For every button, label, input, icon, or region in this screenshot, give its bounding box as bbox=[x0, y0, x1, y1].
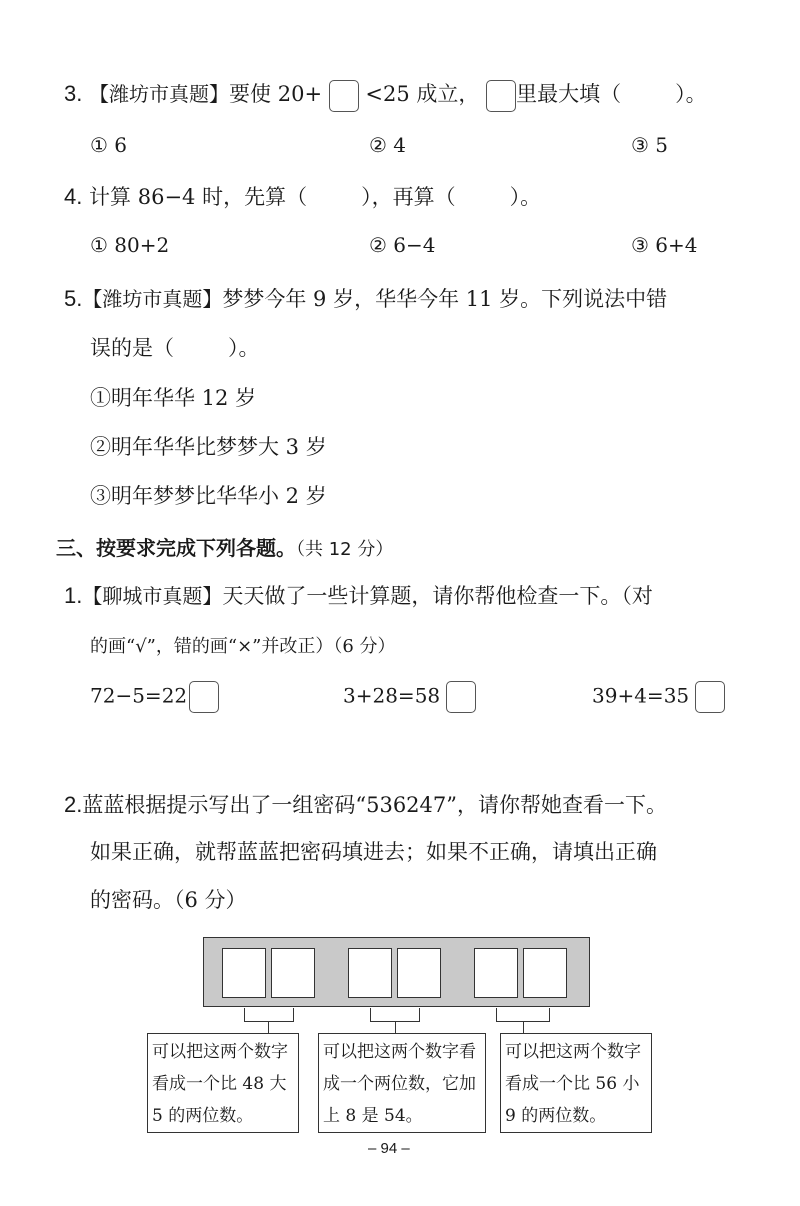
q4-option-3[interactable]: ③ 6+4 bbox=[631, 233, 698, 257]
password-digit-3[interactable] bbox=[348, 948, 392, 998]
p2-line-3: 的密码。（6 分） bbox=[90, 888, 247, 912]
p1-item-3 bbox=[592, 681, 725, 713]
q4-text-2: ），再算（ bbox=[361, 185, 456, 209]
p1-item-1 bbox=[90, 681, 219, 713]
q4-option-2[interactable]: ② 6−4 bbox=[369, 233, 436, 257]
connector-2-stem bbox=[395, 1022, 396, 1033]
q3-blank-box[interactable] bbox=[329, 80, 359, 112]
connector-1-stem bbox=[268, 1022, 269, 1033]
p2-line-1 bbox=[64, 789, 667, 819]
q5-option-2[interactable]: ②明年华华比梦梦大 3 岁 bbox=[90, 435, 327, 459]
connector-2 bbox=[370, 1008, 420, 1022]
p1-item-2-check-box[interactable] bbox=[446, 681, 476, 713]
password-digit-5[interactable] bbox=[474, 948, 518, 998]
p2-number: 2. bbox=[64, 792, 83, 817]
q5-line-1 bbox=[64, 283, 667, 313]
password-digit-6[interactable] bbox=[523, 948, 567, 998]
p1-text-1: 天天做了一些计算题，请你帮他检查一下。（对 bbox=[222, 584, 653, 608]
q5-text-2a: 误的是（ bbox=[90, 336, 174, 360]
password-digit-4[interactable] bbox=[397, 948, 441, 998]
q3-option-3[interactable]: ③ 5 bbox=[631, 133, 669, 157]
password-digit-1[interactable] bbox=[222, 948, 266, 998]
p1-line-2: 的画“√”，错的画“×”并改正）（6 分） bbox=[90, 636, 396, 657]
p1-item-3-check-box[interactable] bbox=[695, 681, 725, 713]
p1-item-2 bbox=[343, 681, 476, 713]
hint-box-2: 可以把这两个数字看成一个两位数，它加上 8 是 54。 bbox=[318, 1033, 486, 1133]
q5-source-tag: 【潍坊市真题】 bbox=[82, 287, 223, 311]
q3-text-4: ）。 bbox=[675, 82, 707, 106]
q4-text-3: ）。 bbox=[509, 185, 542, 209]
q4-text-1: 计算 86−4 时，先算（ bbox=[89, 185, 308, 209]
q3-text-3: 里最大填（ bbox=[516, 82, 622, 106]
connector-3-stem bbox=[523, 1022, 524, 1033]
section-3-title: 三、按要求完成下列各题。 bbox=[56, 536, 296, 560]
p1-source-tag: 【聊城市真题】 bbox=[82, 584, 223, 608]
p1-item-2-text: 3+28=58 bbox=[343, 683, 441, 708]
q3-blank-box-2[interactable] bbox=[486, 80, 516, 112]
q3-line bbox=[64, 78, 707, 112]
q5-number: 5. bbox=[64, 286, 83, 311]
q5-text-1: 梦梦今年 9 岁，华华今年 11 岁。下列说法中错 bbox=[222, 287, 668, 311]
p2-line-2: 如果正确，就帮蓝蓝把密码填进去；如果不正确，请填出正确 bbox=[90, 840, 657, 864]
q5-option-1[interactable]: ①明年华华 12 岁 bbox=[90, 386, 257, 410]
password-digit-2[interactable] bbox=[271, 948, 315, 998]
q3-text-2: <25 成立， bbox=[365, 82, 480, 106]
q3-option-1[interactable]: ① 6 bbox=[90, 133, 128, 157]
q3-source-tag: 【潍坊市真题】 bbox=[89, 82, 230, 106]
section-3-heading bbox=[56, 532, 393, 561]
q4-option-1[interactable]: ① 80+2 bbox=[90, 233, 170, 257]
p2-text-1: 蓝蓝根据提示写出了一组密码“536247”，请你帮她查看一下。 bbox=[82, 793, 667, 817]
q5-line-2 bbox=[90, 332, 260, 362]
p1-item-1-check-box[interactable] bbox=[189, 681, 219, 713]
p1-number: 1. bbox=[64, 583, 83, 608]
connector-1 bbox=[244, 1008, 294, 1022]
hint-box-3: 可以把这两个数字看成一个比 56 小 9 的两位数。 bbox=[500, 1033, 652, 1133]
q3-text-1: 要使 20+ bbox=[229, 82, 323, 106]
p1-item-3-text: 39+4=35 bbox=[592, 683, 690, 708]
q5-text-2b: ）。 bbox=[228, 336, 260, 360]
connector-3 bbox=[496, 1008, 550, 1022]
p1-item-1-text: 72−5=22 bbox=[90, 683, 188, 708]
page-number: – 94 – bbox=[368, 1140, 410, 1157]
p1-line-1 bbox=[64, 580, 653, 610]
q3-number: 3. bbox=[64, 81, 83, 106]
q4-line bbox=[64, 181, 541, 211]
q4-number: 4. bbox=[64, 184, 83, 209]
hint-box-1: 可以把这两个数字看成一个比 48 大 5 的两位数。 bbox=[147, 1033, 299, 1133]
q5-option-3[interactable]: ③明年梦梦比华华小 2 岁 bbox=[90, 484, 327, 508]
section-3-points: （共 12 分） bbox=[296, 539, 394, 560]
q3-option-2[interactable]: ② 4 bbox=[369, 133, 407, 157]
